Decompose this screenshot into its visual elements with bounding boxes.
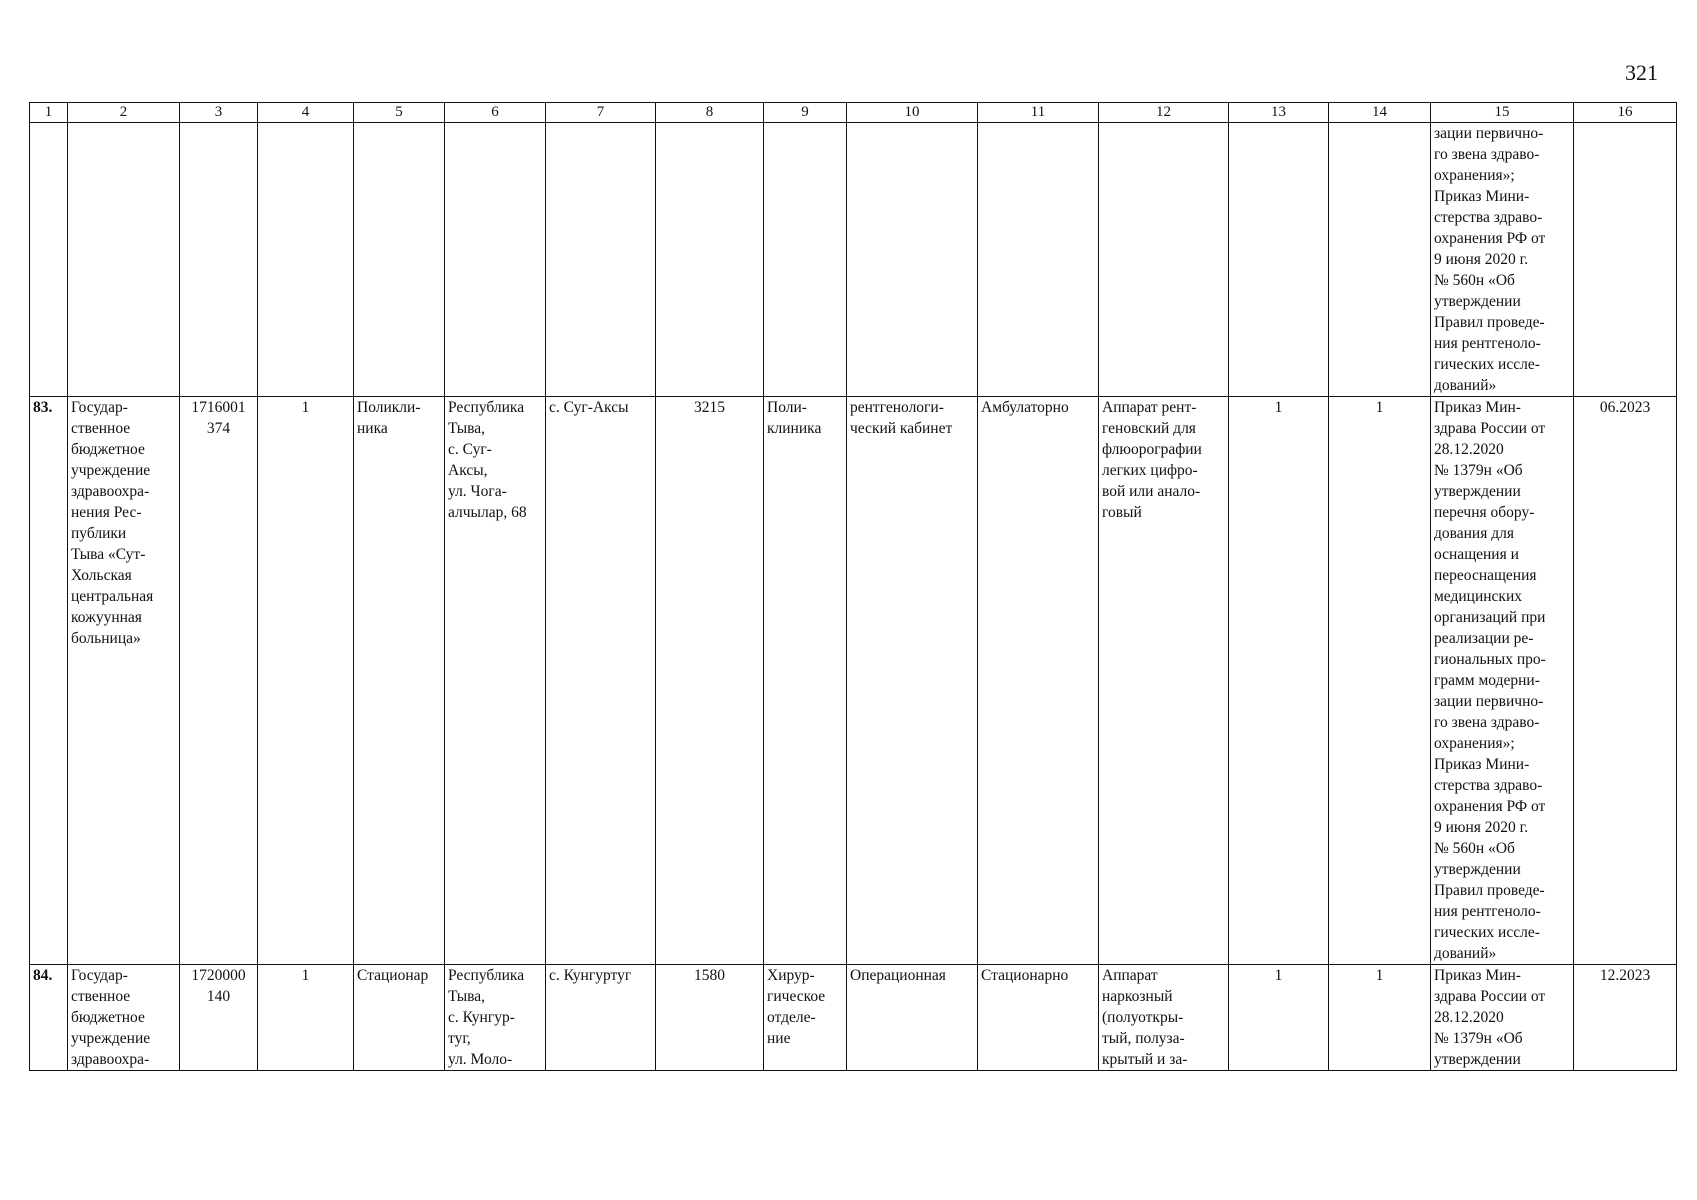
cell-organization: Государ- ственное бюджетное учреждение здравоохра- нения Рес- публики Тыва «Сут- Хольская центральная кожуунная больница» bbox=[68, 397, 180, 965]
cell-empty bbox=[445, 123, 546, 397]
cell-empty bbox=[1229, 123, 1329, 397]
col-header-1: 1 bbox=[30, 103, 68, 123]
cell-empty bbox=[1329, 123, 1431, 397]
col-header-4: 4 bbox=[258, 103, 354, 123]
cell-unit-type: Поликли- ника bbox=[354, 397, 445, 965]
cell-equipment: Аппарат наркозный (полуоткры- тый, полуза- крытый и за- bbox=[1099, 965, 1229, 1071]
cell-col13: 1 bbox=[1229, 965, 1329, 1071]
cell-col8: 3215 bbox=[656, 397, 764, 965]
col-header-15: 15 bbox=[1431, 103, 1574, 123]
cell-col4: 1 bbox=[258, 397, 354, 965]
cell-room: рентгенологи- ческий кабинет bbox=[847, 397, 978, 965]
cell-code: 1720000 140 bbox=[180, 965, 258, 1071]
cell-care-conditions: Стационарно bbox=[978, 965, 1099, 1071]
cell-empty bbox=[30, 123, 68, 397]
cell-empty bbox=[1574, 123, 1677, 397]
cell-empty bbox=[354, 123, 445, 397]
col-header-12: 12 bbox=[1099, 103, 1229, 123]
cell-date: 12.2023 bbox=[1574, 965, 1677, 1071]
cell-col13: 1 bbox=[1229, 397, 1329, 965]
cell-settlement: с. Суг-Аксы bbox=[546, 397, 656, 965]
cell-empty bbox=[180, 123, 258, 397]
cell-equipment: Аппарат рент- геновский для флюорографии легких цифро- вой или анало- говый bbox=[1099, 397, 1229, 965]
cell-empty bbox=[1099, 123, 1229, 397]
col-header-9: 9 bbox=[764, 103, 847, 123]
col-header-11: 11 bbox=[978, 103, 1099, 123]
cell-empty bbox=[258, 123, 354, 397]
cell-empty bbox=[546, 123, 656, 397]
cell-empty bbox=[764, 123, 847, 397]
col-header-3: 3 bbox=[180, 103, 258, 123]
col-header-6: 6 bbox=[445, 103, 546, 123]
cell-empty bbox=[68, 123, 180, 397]
equipment-table bbox=[29, 102, 1677, 1071]
table-row bbox=[30, 397, 1677, 965]
cell-code: 1716001 374 bbox=[180, 397, 258, 965]
cell-empty bbox=[978, 123, 1099, 397]
cell-empty bbox=[847, 123, 978, 397]
col-header-5: 5 bbox=[354, 103, 445, 123]
cell-settlement: с. Кунгуртуг bbox=[546, 965, 656, 1071]
col-header-16: 16 bbox=[1574, 103, 1677, 123]
cell-organization: Государ- ственное бюджетное учреждение здравоохра- bbox=[68, 965, 180, 1071]
cell-room: Операционная bbox=[847, 965, 978, 1071]
table-row bbox=[30, 965, 1677, 1071]
cell-department: Поли- клиника bbox=[764, 397, 847, 965]
cell-address: Республика Тыва, с. Суг- Аксы, ул. Чога- алчылар, 68 bbox=[445, 397, 546, 965]
cell-unit-type: Стационар bbox=[354, 965, 445, 1071]
column-number-header bbox=[30, 103, 1677, 123]
cell-legal-basis: Приказ Мин- здрава России от 28.12.2020 № 1379н «Об утверждении перечня обору- дования для оснащения и переоснащения медицинских организаций при реализации ре- гиональных про- грамм модерни- зации первично- го звена здраво- охранения»; Приказ Мини- стерства здраво- охранения РФ от 9 июня 2020 г. № 560н «Об утверждении Правил проведе- ния рентгеноло- гических иссле- дований» bbox=[1431, 397, 1574, 965]
cell-col14: 1 bbox=[1329, 965, 1431, 1071]
page-number: 321 bbox=[1625, 60, 1658, 85]
col-header-10: 10 bbox=[847, 103, 978, 123]
continuation-row bbox=[30, 123, 1677, 397]
cell-row-number: 83. bbox=[30, 397, 68, 965]
col-header-7: 7 bbox=[546, 103, 656, 123]
col-header-8: 8 bbox=[656, 103, 764, 123]
cell-date: 06.2023 bbox=[1574, 397, 1677, 965]
cell-legal-basis: Приказ Мин- здрава России от 28.12.2020 № 1379н «Об утверждении bbox=[1431, 965, 1574, 1071]
col-header-14: 14 bbox=[1329, 103, 1431, 123]
cell-row-number: 84. bbox=[30, 965, 68, 1071]
cell-col4: 1 bbox=[258, 965, 354, 1071]
cell-empty bbox=[656, 123, 764, 397]
cell-col8: 1580 bbox=[656, 965, 764, 1071]
cell-care-conditions: Амбулаторно bbox=[978, 397, 1099, 965]
cell-department: Хирур- гическое отделе- ние bbox=[764, 965, 847, 1071]
cell-col14: 1 bbox=[1329, 397, 1431, 965]
cell-legal-basis: зации первично- го звена здраво- охранения»; Приказ Мини- стерства здраво- охранения РФ от 9 июня 2020 г. № 560н «Об утверждении Правил проведе- ния рентгеноло- гических иссле- дований» bbox=[1431, 123, 1574, 397]
col-header-2: 2 bbox=[68, 103, 180, 123]
cell-address: Республика Тыва, с. Кунгур- туг, ул. Моло- bbox=[445, 965, 546, 1071]
col-header-13: 13 bbox=[1229, 103, 1329, 123]
